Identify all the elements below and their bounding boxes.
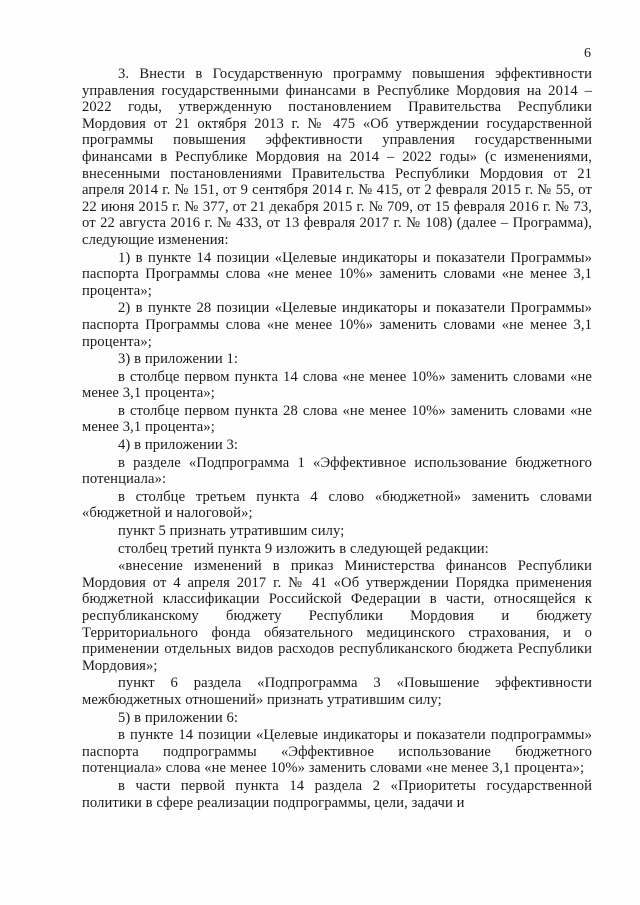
- paragraph-item-4-d: пункт 6 раздела «Подпрограмма 3 «Повышение эффективности межбюджетных отношений» признать утратившим силу;: [82, 675, 592, 708]
- paragraph-item-5-a: в пункте 14 позиции «Целевые индикаторы и показатели подпрограммы» паспорта подпрограммы «Эффективное использование бюджетного потенциала» слова «не менее 10%» заменить словами «не менее 3,1 процента»;: [82, 727, 592, 777]
- paragraph-intro: 3. Внести в Государственную программу повышения эффективности управления государственными финансами в Республике Мордовия на 2014 – 2022 годы, утвержденную постановлением Правительства Республики Мордовия от 21 октября 2013 г. № 475 «Об утверждении государственной программы повышения эффективности управления государственными финансами в Республике Мордовия на 2014 – 2022 годы» (с изменениями, внесенными постановлениями Правительства Республики Мордовия от 21 апреля 2014 г. № 151, от 9 сентября 2014 г. № 415, от 2 февраля 2015 г. № 55, от 22 июня 2015 г. № 377, от 21 декабря 2015 г. № 709, от 15 февраля 2016 г. № 73, от 22 августа 2016 г. № 433, от 13 февраля 2017 г. № 108) (далее – Программа), следующие изменения:: [82, 66, 592, 248]
- paragraph-item-3-a: в столбце первом пункта 14 слова «не менее 10%» заменить словами «не менее 3,1 процента»;: [82, 368, 592, 402]
- paragraph-item-4-b: пункт 5 признать утратившим силу;: [118, 523, 345, 540]
- paragraph-item-5: 5) в приложении 6:: [118, 709, 239, 726]
- paragraph-item-4-a: в столбце третьем пункта 4 слово «бюджетной» заменить словами «бюджетной и налоговой»;: [82, 488, 592, 522]
- document-body: [82, 66, 592, 811]
- page-number: 6: [584, 46, 591, 61]
- paragraph-item-3: 3) в приложении 1:: [118, 351, 239, 368]
- paragraph-item-4: 4) в приложении 3:: [118, 437, 239, 454]
- paragraph-item-4-section: в разделе «Подпрограмма 1 «Эффективное использование бюджетного потенциала»:: [82, 454, 592, 488]
- paragraph-item-4-c: столбец третий пункта 9 изложить в следующей редакции:: [118, 540, 489, 557]
- paragraph-item-1: 1) в пункте 14 позиции «Целевые индикаторы и показатели Программы» паспорта Программы слова «не менее 10%» заменить словами «не менее 3,1 процента»;: [82, 249, 592, 299]
- paragraph-item-2: 2) в пункте 28 позиции «Целевые индикаторы и показатели Программы» паспорта Программы слова «не менее 10%» заменить словами «не менее 3,1 процента»;: [82, 300, 592, 350]
- paragraph-item-3-b: в столбце первом пункта 28 слова «не менее 10%» заменить словами «не менее 3,1 процента»;: [82, 402, 592, 436]
- paragraph-item-4-quote: «внесение изменений в приказ Министерства финансов Республики Мордовия от 4 апреля 2017 г. № 41 «Об утверждении Порядка применения бюджетной классификации Российской Федерации в части, относящейся к республиканскому бюджету Республики Мордовия и бюджету Территориального фонда обязательного медицинского страхования, и о применении отдельных видов расходов республиканского бюджета Республики Мордовия»;: [82, 558, 592, 674]
- paragraph-item-5-b: в части первой пункта 14 раздела 2 «Приоритеты государственной политики в сфере реализации подпрограммы, цели, задачи и: [82, 777, 592, 811]
